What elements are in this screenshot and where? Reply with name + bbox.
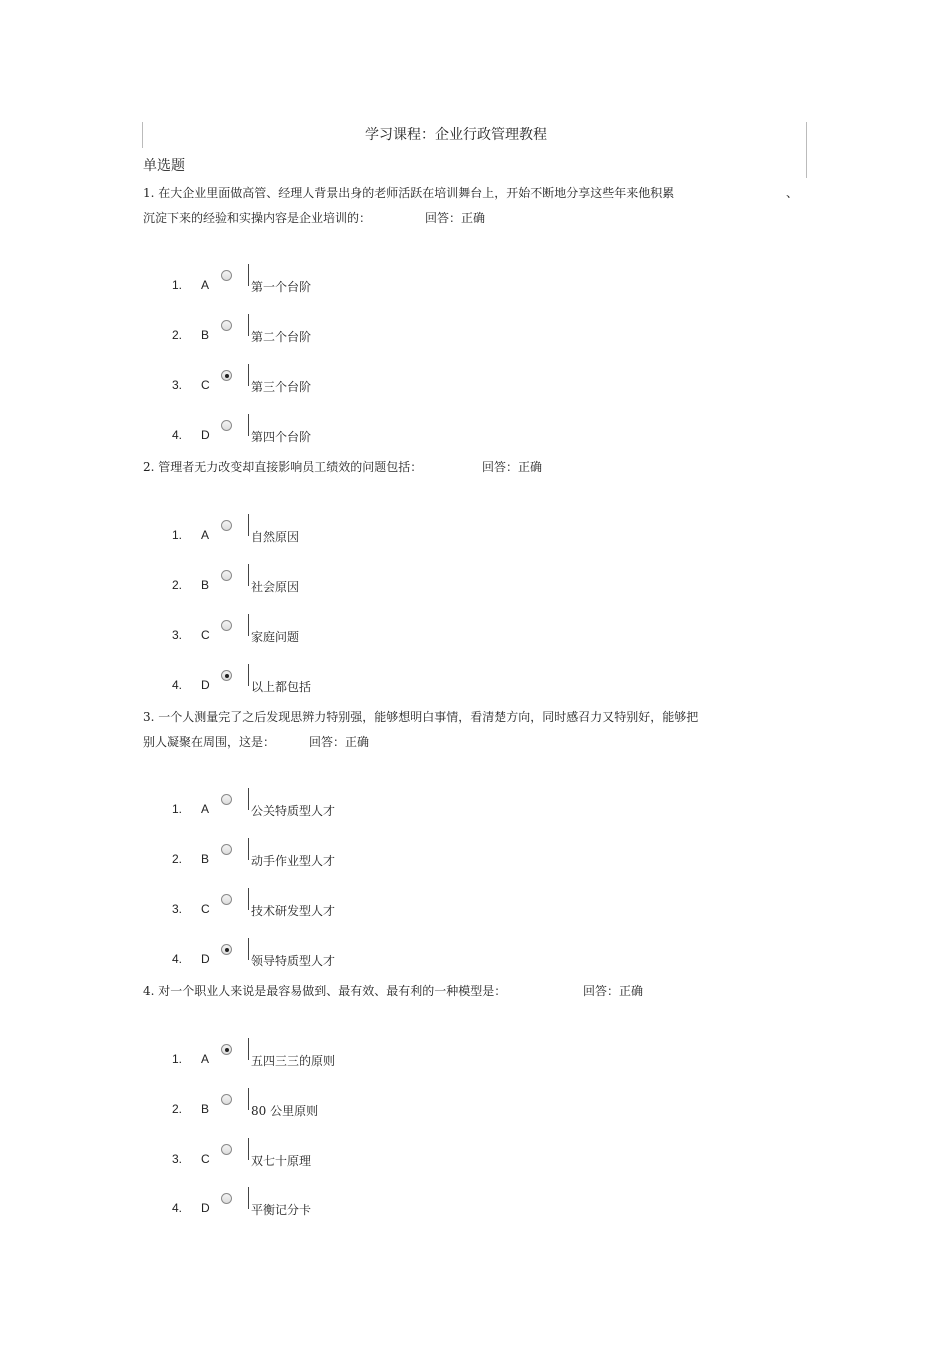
option-number: 3. — [172, 378, 183, 392]
option-label: 动手作业型人才 — [251, 854, 336, 868]
option-letter: A — [201, 802, 210, 816]
option-divider — [248, 1187, 249, 1209]
option-label: 五四三三的原则 — [251, 1054, 336, 1068]
option-radio[interactable] — [221, 620, 232, 631]
option-label: 家庭问题 — [251, 630, 300, 644]
option-number: 4. — [172, 1201, 183, 1215]
option-divider — [248, 264, 249, 286]
option-number: 2. — [172, 852, 183, 866]
option-letter: D — [201, 952, 210, 966]
option-radio[interactable] — [221, 794, 232, 805]
frame-right-line — [806, 122, 807, 178]
option-radio[interactable] — [221, 520, 232, 531]
answer-status: 回答：正确 — [482, 460, 543, 474]
option-label: 第三个台阶 — [251, 380, 312, 394]
option-number: 1. — [172, 1052, 183, 1066]
option-label: 双七十原理 — [251, 1154, 312, 1168]
option-number: 2. — [172, 578, 183, 592]
option-label: 80 公里原则 — [251, 1104, 319, 1118]
option-label: 自然原因 — [251, 530, 300, 544]
option-divider — [248, 314, 249, 336]
option-number: 1. — [172, 528, 183, 542]
question-text: 4. 对一个职业人来说是最容易做到、最有效、最有利的一种模型是： — [143, 984, 507, 998]
option-radio[interactable] — [221, 320, 232, 331]
option-radio[interactable] — [221, 1044, 232, 1055]
option-label: 第一个台阶 — [251, 280, 312, 294]
option-letter: B — [201, 1102, 210, 1116]
question-text: 3. 一个人测量完了之后发现思辨力特别强，能够想明白事情，看清楚方向，同时感召力又特别好，能够把 — [143, 710, 699, 724]
question-text-continued: 沉淀下来的经验和实操内容是企业培训的： — [143, 211, 372, 225]
option-radio[interactable] — [221, 1193, 232, 1204]
option-divider — [248, 888, 249, 910]
option-letter: B — [201, 328, 210, 342]
option-label: 领导特质型人才 — [251, 954, 336, 968]
option-divider — [248, 1088, 249, 1110]
option-label: 平衡记分卡 — [251, 1203, 312, 1217]
option-letter: B — [201, 852, 210, 866]
answer-status: 回答：正确 — [583, 984, 644, 998]
option-label: 以上都包括 — [251, 680, 312, 694]
option-radio[interactable] — [221, 1094, 232, 1105]
option-divider — [248, 614, 249, 636]
option-letter: C — [201, 902, 210, 916]
option-number: 2. — [172, 1102, 183, 1116]
option-divider — [248, 514, 249, 536]
option-radio[interactable] — [221, 670, 232, 681]
option-letter: A — [201, 1052, 210, 1066]
option-number: 3. — [172, 1152, 183, 1166]
option-radio[interactable] — [221, 844, 232, 855]
option-label: 技术研发型人才 — [251, 904, 336, 918]
option-number: 1. — [172, 278, 183, 292]
option-divider — [248, 414, 249, 436]
option-radio[interactable] — [221, 270, 232, 281]
option-divider — [248, 364, 249, 386]
option-label: 社会原因 — [251, 580, 300, 594]
option-letter: A — [201, 528, 210, 542]
option-divider — [248, 1038, 249, 1060]
option-letter: C — [201, 1152, 210, 1166]
option-number: 4. — [172, 952, 183, 966]
option-number: 2. — [172, 328, 183, 342]
option-number: 3. — [172, 902, 183, 916]
option-letter: D — [201, 1201, 210, 1215]
option-radio[interactable] — [221, 570, 232, 581]
option-radio[interactable] — [221, 370, 232, 381]
option-radio[interactable] — [221, 1144, 232, 1155]
option-radio[interactable] — [221, 894, 232, 905]
option-number: 4. — [172, 678, 183, 692]
question-text-tail: 、 — [786, 186, 799, 200]
option-divider — [248, 1138, 249, 1160]
option-radio[interactable] — [221, 944, 232, 955]
option-divider — [248, 788, 249, 810]
option-label: 第二个台阶 — [251, 330, 312, 344]
page-title: 学习课程：企业行政管理教程 — [365, 127, 547, 143]
answer-status: 回答：正确 — [425, 211, 486, 225]
option-label: 公关特质型人才 — [251, 804, 336, 818]
question-text-continued: 别人凝聚在周围，这是： — [143, 735, 276, 749]
answer-status: 回答：正确 — [309, 735, 370, 749]
section-heading: 单选题 — [143, 158, 185, 174]
question-text: 2. 管理者无力改变却直接影响员工绩效的问题包括： — [143, 460, 423, 474]
option-letter: C — [201, 628, 210, 642]
option-letter: B — [201, 578, 210, 592]
option-divider — [248, 938, 249, 960]
option-number: 4. — [172, 428, 183, 442]
option-number: 1. — [172, 802, 183, 816]
option-divider — [248, 664, 249, 686]
option-radio[interactable] — [221, 420, 232, 431]
option-letter: D — [201, 428, 210, 442]
option-number: 3. — [172, 628, 183, 642]
question-text: 1. 在大企业里面做高管、经理人背景出身的老师活跃在培训舞台上，开始不断地分享这些年来他积累 — [143, 186, 675, 200]
option-label: 第四个台阶 — [251, 430, 312, 444]
option-divider — [248, 564, 249, 586]
option-divider — [248, 838, 249, 860]
option-letter: D — [201, 678, 210, 692]
option-letter: C — [201, 378, 210, 392]
option-letter: A — [201, 278, 210, 292]
frame-left-line — [142, 122, 143, 148]
